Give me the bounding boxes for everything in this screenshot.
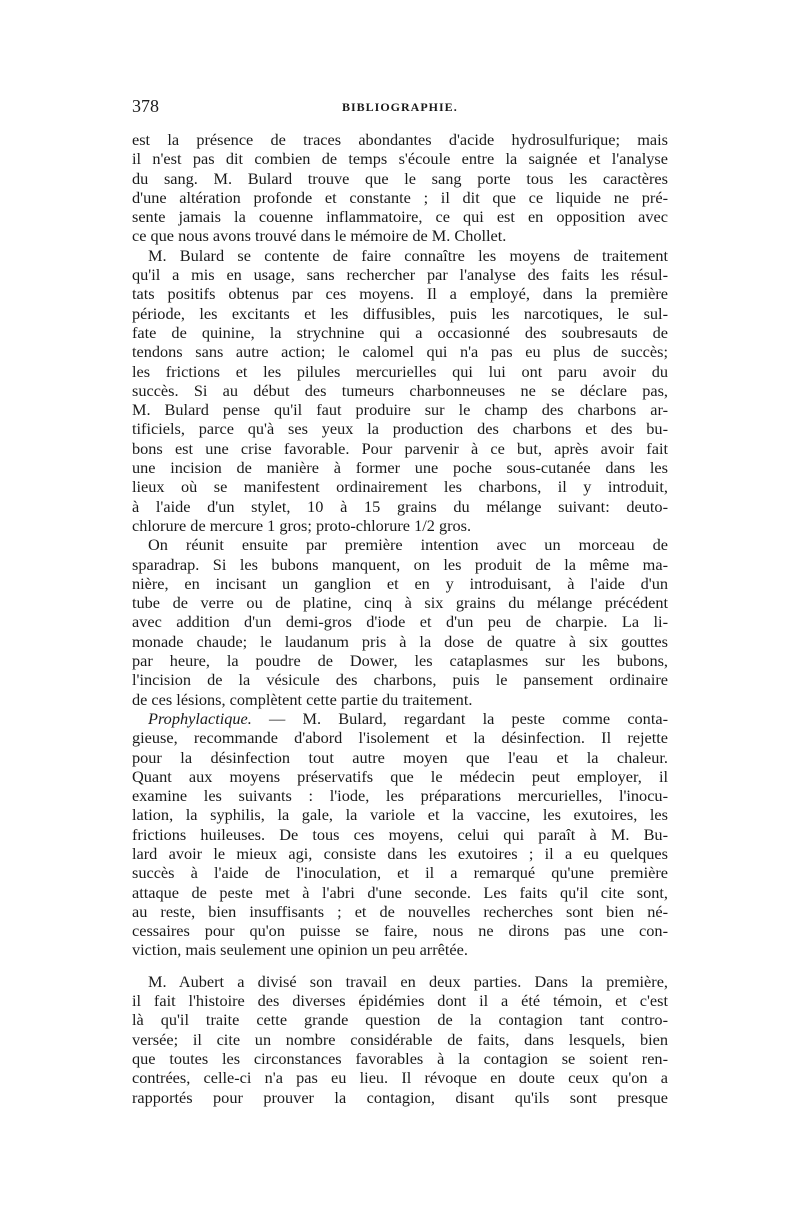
text-line xyxy=(132,265,668,284)
line-text: tificiels, parce qu'à ses yeux la production des charbons et des bu- xyxy=(132,419,668,439)
text-line xyxy=(132,458,668,477)
line-text: pour la désinfection tout autre moyen que l'eau et la chaleur. xyxy=(132,747,668,767)
text-line xyxy=(132,690,668,709)
running-title: BIBLIOGRAPHIE. xyxy=(342,100,458,114)
text-line xyxy=(132,516,668,535)
section-heading-italic: Prophylactique. xyxy=(148,708,252,728)
text-line xyxy=(132,304,668,323)
text-line xyxy=(132,863,668,882)
running-head xyxy=(132,96,668,122)
line-text: tube de verre ou de platine, cinq à six grains du mélange précédent xyxy=(132,593,668,613)
line-text: chlorure de mercure 1 gros; proto-chlorure 1/2 gros. xyxy=(132,515,472,535)
text-line xyxy=(132,670,668,689)
line-text: sparadrap. Si les bubons manquent, on les produit de la même ma- xyxy=(132,554,668,574)
line-text: une incision de manière à former une poche sous-cutanée dans les xyxy=(132,458,668,478)
line-text: sente jamais la couenne inflammatoire, ce qui est en opposition avec xyxy=(132,207,668,227)
paragraph xyxy=(132,709,668,960)
line-text: rapportés pour prouver la contagion, disant qu'ils sont presque xyxy=(132,1087,668,1107)
text-line xyxy=(132,149,668,168)
text-line xyxy=(132,555,668,574)
text-line xyxy=(132,972,668,991)
line-text: est la présence de traces abondantes d'acide hydrosulfurique; mais xyxy=(132,130,668,149)
text-line xyxy=(132,748,668,767)
line-text: il fait l'histoire des diverses épidémies dont il a été témoin, et c'est xyxy=(132,991,668,1011)
text-line xyxy=(132,1088,668,1107)
paragraph xyxy=(132,246,668,535)
page-number: 378 xyxy=(132,96,159,116)
text-line xyxy=(132,419,668,438)
text-line xyxy=(132,786,668,805)
text-line xyxy=(132,632,668,651)
line-text: M. Bulard pense qu'il faut produire sur le champ des charbons ar- xyxy=(132,400,668,420)
line-text: à l'aide d'un stylet, 10 à 15 grains du mélange suivant: deuto- xyxy=(132,496,668,516)
line-text: attaque de peste met à l'abri d'une seconde. Les faits qu'il cite sont, xyxy=(132,882,668,902)
paragraph xyxy=(132,972,668,1107)
line-text: cessaires pour qu'on puisse se faire, nous ne dirons pas une con- xyxy=(132,921,668,941)
line-text: période, les excitants et les diffusibles, puis les narcotiques, le sul- xyxy=(132,303,668,323)
text-line xyxy=(132,1049,668,1068)
line-text: versée; il cite un nombre considérable de faits, dans lesquels, bien xyxy=(132,1029,668,1049)
text-line xyxy=(132,1010,668,1029)
line-text: lation, la syphilis, la gale, la variole et la vaccine, les exutoires, les xyxy=(132,805,668,825)
line-text: bons est une crise favorable. Pour parvenir à ce but, après avoir fait xyxy=(132,438,668,458)
text-line xyxy=(132,883,668,902)
line-text: examine les suivants : l'iode, les préparations mercurielles, l'inocu- xyxy=(132,786,668,806)
text-line xyxy=(132,400,668,419)
line-text: Quant aux moyens préservatifs que le médecin peut employer, il xyxy=(132,766,668,786)
line-text: là qu'il traite cette grande question de la contagion tant contro- xyxy=(132,1010,668,1030)
line-text: d'une altération profonde et constante ; il dit que ce liquide ne pré- xyxy=(132,187,668,207)
line-text: par heure, la poudre de Dower, les cataplasmes sur les bubons, xyxy=(132,651,668,671)
text-line xyxy=(132,362,668,381)
line-text: avec addition d'un demi-gros d'iode et d'un peu de charpie. La li- xyxy=(132,612,668,632)
line-text: succès. Si au début des tumeurs charbonneuses ne se déclare pas, xyxy=(132,380,668,400)
text-line xyxy=(132,284,668,303)
text-line xyxy=(132,130,668,149)
line-text: du sang. M. Bulard trouve que le sang porte tous les caractères xyxy=(132,168,668,188)
text-line xyxy=(132,323,668,342)
line-text: lieux où se manifestent ordinairement les charbons, il y introduit, xyxy=(132,477,668,497)
text-line xyxy=(132,207,668,226)
line-text: tats positifs obtenus par ces moyens. Il a employé, dans la première xyxy=(132,284,668,304)
text-line xyxy=(132,805,668,824)
paragraph-gap xyxy=(132,960,668,972)
line-text: M. Aubert a divisé son travail en deux parties. Dans la première, xyxy=(148,971,668,991)
line-text: On réunit ensuite par première intention avec un morceau de xyxy=(148,535,668,555)
line-text: de ces lésions, complètent cette partie du traitement. xyxy=(132,689,473,709)
line-text: fate de quinine, la strychnine qui a occasionné des soubresauts de xyxy=(132,322,668,342)
text-line xyxy=(132,921,668,940)
text-line xyxy=(132,342,668,361)
line-text: l'incision de la vésicule des charbons, puis le pansement ordinaire xyxy=(132,670,668,690)
text-line xyxy=(132,535,668,554)
line-text: au reste, bien insuffisants ; et de nouvelles recherches sont bien né- xyxy=(132,901,668,921)
text-line xyxy=(132,1068,668,1087)
line-text: ce que nous avons trouvé dans le mémoire de M. Chollet. xyxy=(132,226,507,246)
text-line xyxy=(132,381,668,400)
line-text: gieuse, recommande d'abord l'isolement et la désinfection. Il rejette xyxy=(132,728,668,748)
text-line xyxy=(132,574,668,593)
line-text: lard avoir le mieux agi, consiste dans les exutoires ; il a eu quelques xyxy=(132,843,668,863)
text-line xyxy=(132,1030,668,1049)
text-line xyxy=(132,902,668,921)
text-line xyxy=(132,188,668,207)
text-line xyxy=(132,844,668,863)
line-text: succès à l'aide de l'inoculation, et il a remarqué qu'une première xyxy=(132,863,668,883)
body-text xyxy=(132,130,668,1107)
paragraph xyxy=(132,130,668,246)
line-text: nière, en incisant un ganglion et en y introduisant, à l'aide d'un xyxy=(132,573,668,593)
text-line xyxy=(132,439,668,458)
line-text: tendons sans autre action; le calomel qui n'a pas eu plus de succès; xyxy=(132,342,668,362)
text-line xyxy=(132,728,668,747)
text-line xyxy=(132,246,668,265)
text-line xyxy=(132,593,668,612)
text-line xyxy=(132,940,668,959)
line-text: qu'il a mis en usage, sans rechercher par l'analyse des faits les résul- xyxy=(132,265,668,285)
text-line xyxy=(132,497,668,516)
line-text: il n'est pas dit combien de temps s'écoule entre la saignée et l'analyse xyxy=(132,149,668,169)
line-text: les frictions et les pilules mercurielles qui lui ont paru avoir du xyxy=(132,361,668,381)
book-page xyxy=(132,96,668,1107)
text-line xyxy=(132,169,668,188)
paragraph xyxy=(132,535,668,709)
text-line xyxy=(132,709,668,728)
line-text: M. Bulard se contente de faire connaître les moyens de traitement xyxy=(148,245,668,265)
text-line xyxy=(132,991,668,1010)
line-text: monade chaude; le laudanum pris à la dose de quatre à six gouttes xyxy=(132,631,668,651)
text-line xyxy=(132,767,668,786)
line-text: frictions huileuses. De tous ces moyens, celui qui paraît à M. Bu- xyxy=(132,824,668,844)
line-text: contrées, celle-ci n'a pas eu lieu. Il révoque en doute ceux qu'on a xyxy=(132,1068,668,1088)
line-text: — M. Bulard, regardant la peste comme conta- xyxy=(251,708,668,728)
line-text: viction, mais seulement une opinion un peu arrêtée. xyxy=(132,940,468,960)
line-text: que toutes les circonstances favorables à la contagion se soient ren- xyxy=(132,1048,668,1068)
text-line xyxy=(132,612,668,631)
text-line xyxy=(132,477,668,496)
text-line xyxy=(132,651,668,670)
text-line xyxy=(132,226,668,245)
text-line xyxy=(132,825,668,844)
